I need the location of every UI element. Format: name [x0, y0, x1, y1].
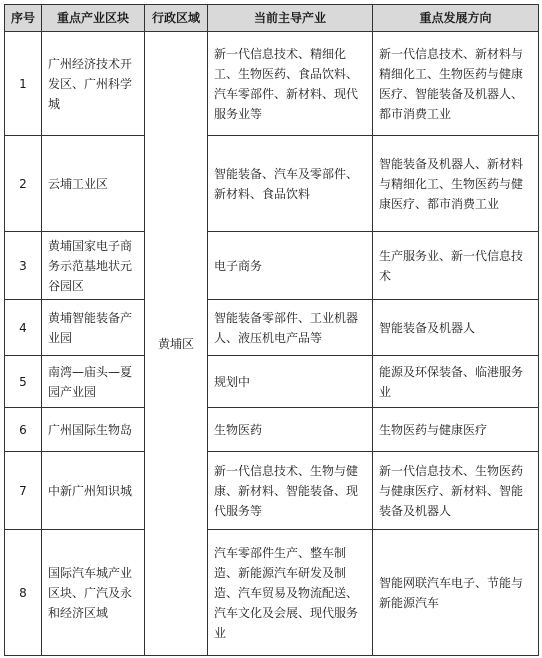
row-no: 7	[5, 452, 42, 530]
table-row	[5, 136, 539, 232]
table-row	[5, 300, 539, 356]
row-direction: 能源及环保装备、临港服务业	[373, 356, 539, 408]
row-no: 4	[5, 300, 42, 356]
table-row	[5, 530, 539, 656]
table-row	[5, 356, 539, 408]
row-industry: 智能装备零部件、工业机器人、液压机电产品等	[208, 300, 373, 356]
table-row	[5, 408, 539, 452]
district-cell: 黄埔区	[145, 32, 208, 656]
header-zone: 重点产业区块	[42, 5, 145, 32]
row-direction: 生产服务业、新一代信息技术	[373, 232, 539, 300]
header-row	[5, 5, 539, 32]
row-zone: 黄埔国家电子商务示范基地状元谷园区	[42, 232, 145, 300]
row-no: 1	[5, 32, 42, 136]
row-no: 8	[5, 530, 42, 656]
row-zone: 南湾—庙头—夏园产业园	[42, 356, 145, 408]
row-industry: 规划中	[208, 356, 373, 408]
row-industry: 新一代信息技术、精细化工、生物医药、食品饮料、汽车零部件、新材料、现代服务业等	[208, 32, 373, 136]
row-industry: 新一代信息技术、生物与健康、新材料、智能装备、现代服务等	[208, 452, 373, 530]
row-industry: 智能装备、汽车及零部件、新材料、食品饮料	[208, 136, 373, 232]
row-zone: 黄埔智能装备产业园	[42, 300, 145, 356]
header-no: 序号	[5, 5, 42, 32]
row-direction: 智能网联汽车电子、节能与新能源汽车	[373, 530, 539, 656]
table-row	[5, 232, 539, 300]
table-row	[5, 32, 539, 136]
row-no: 6	[5, 408, 42, 452]
row-direction: 智能装备及机器人、新材料与精细化工、生物医药与健康医疗、都市消费工业	[373, 136, 539, 232]
row-direction: 新一代信息技术、新材料与精细化工、生物医药与健康医疗、智能装备及机器人、都市消费工业	[373, 32, 539, 136]
row-zone: 广州国际生物岛	[42, 408, 145, 452]
row-no: 3	[5, 232, 42, 300]
row-direction: 新一代信息技术、生物医药与健康医疗、新材料、智能装备及机器人	[373, 452, 539, 530]
row-zone: 广州经济技术开发区、广州科学城	[42, 32, 145, 136]
industry-zone-table	[4, 4, 539, 656]
row-zone: 中新广州知识城	[42, 452, 145, 530]
row-direction: 生物医药与健康医疗	[373, 408, 539, 452]
row-industry: 汽车零部件生产、整车制造、新能源汽车研发及制造、汽车贸易及物流配送、汽车文化及会展、现代服务业	[208, 530, 373, 656]
row-direction: 智能装备及机器人	[373, 300, 539, 356]
row-zone: 云埔工业区	[42, 136, 145, 232]
row-industry: 生物医药	[208, 408, 373, 452]
row-no: 2	[5, 136, 42, 232]
row-zone: 国际汽车城产业区块、广汽及永和经济区域	[42, 530, 145, 656]
row-no: 5	[5, 356, 42, 408]
header-district: 行政区域	[145, 5, 208, 32]
table-row	[5, 452, 539, 530]
header-industry: 当前主导产业	[208, 5, 373, 32]
row-industry: 电子商务	[208, 232, 373, 300]
header-direction: 重点发展方向	[373, 5, 539, 32]
